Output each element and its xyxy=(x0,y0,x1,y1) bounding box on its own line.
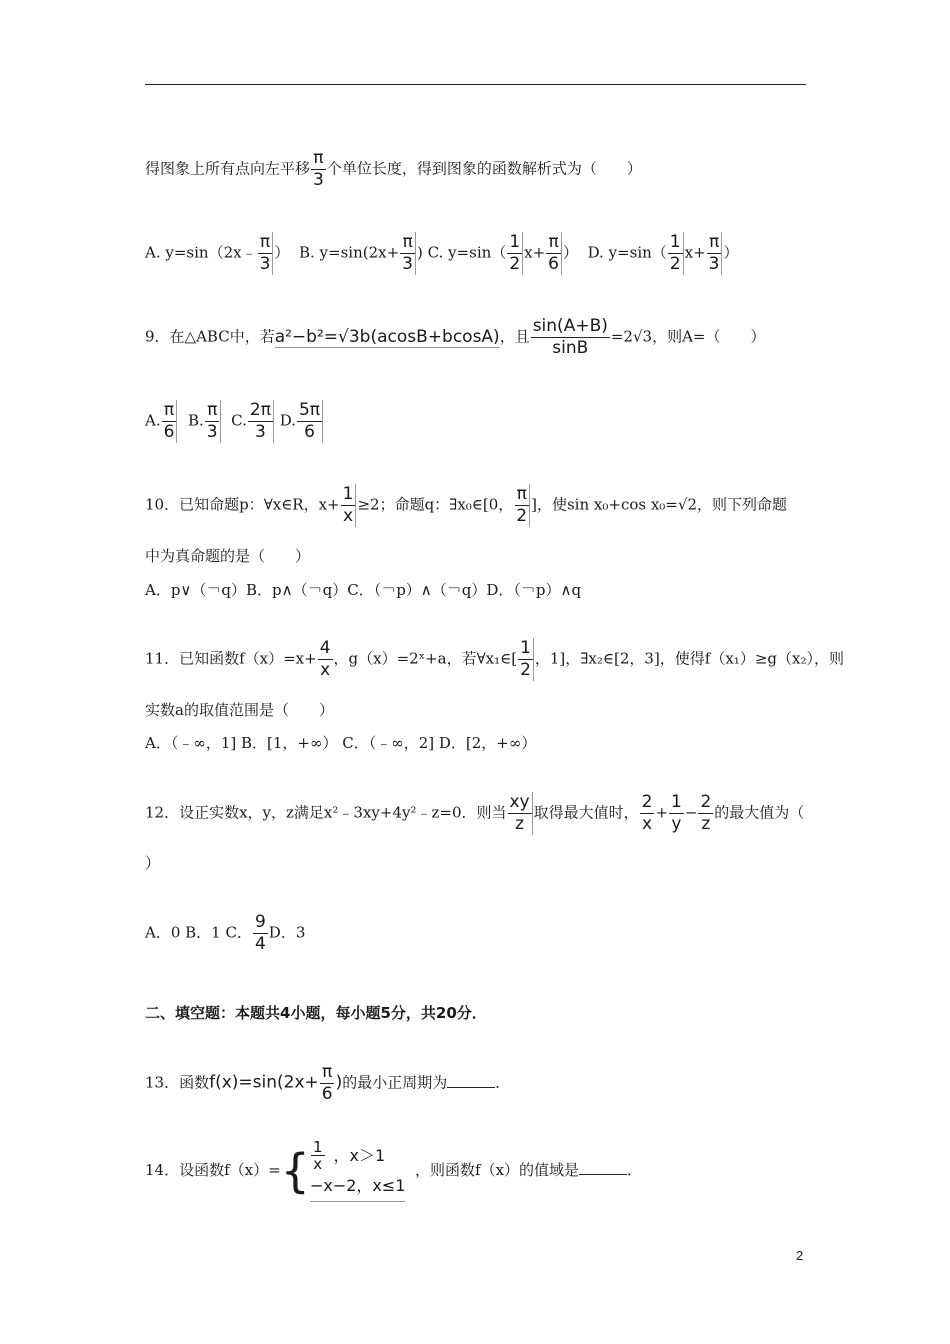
q12-stem: 12．设正实数x，y，z满足x²﹣3xy+4y²﹣z=0．则当 $\frac{xy}{z}$ 取得最大值时， $\frac{2}{x}$ + $\frac{1}{y}$ − $\frac{2}{z}$ 的最大值为（ xyxy=(145,792,805,834)
fraction: $\frac{\pi}{3}$ xyxy=(205,400,221,443)
fraction: $\frac{\pi}{6}$ xyxy=(162,400,178,443)
fraction: $\frac{\pi}{2}$ xyxy=(514,484,530,527)
q12-options: A．0 B．1 C． $\frac{9}{4}$ D．3 xyxy=(145,912,306,954)
q12-stem-line2: ） xyxy=(145,854,161,872)
fraction: $\frac{4}{x}$ xyxy=(319,638,331,680)
function-expression: f(x)=sin(2x+ xyxy=(209,1072,319,1093)
equation: a²−b²=√3b(acosB+bcosA) xyxy=(274,326,500,347)
fraction: $\frac{\pi}{3}$ xyxy=(258,232,274,275)
piecewise-function: { $\frac{1}{x}$ ，x＞1 −x−2，x≤1 xyxy=(281,1141,406,1202)
fraction: $\frac{1}{2}$ xyxy=(518,638,534,681)
fraction: $\frac{9}{4}$ xyxy=(254,912,266,954)
fraction: $\frac{1}{x}$ xyxy=(341,484,357,527)
q13-stem: 13．函数f(x)=sin(2x+ $\frac{\pi}{6}$ )的最小正周期为 ． xyxy=(145,1062,511,1104)
fraction: $\frac{1}{y}$ xyxy=(671,792,682,834)
section-heading: 二、填空题：本题共4小题，每小题5分，共20分． xyxy=(145,1004,487,1022)
answer-blank xyxy=(447,1073,495,1088)
fraction: $\frac{1}{2}$ xyxy=(507,232,523,275)
q8-options: A. y=sin（2x﹣ $\frac{\pi}{3}$ ） B. y=sin(2x+ $\frac{\pi}{3}$ ) C. y=sin（ $\frac{1}{2}$ x+ $\frac{\pi}{6}$ ） D. y=sin（ $\frac{1}{2}$ x+ $\frac{\pi}{3}$ ） xyxy=(145,232,739,274)
header-rule xyxy=(145,84,806,85)
fraction: $\frac{\pi}{6}$ xyxy=(546,232,562,275)
q9-options: A. $\frac{\pi}{6}$ B. $\frac{\pi}{3}$ C. $\frac{2\pi}{3}$ D. $\frac{5\pi}{6}$ xyxy=(145,400,324,443)
fraction: $\frac{5\pi}{6}$ xyxy=(297,400,323,443)
q10-stem: 10．已知命题p：∀x∈R，x+ $\frac{1}{x}$ ≥2；命题q：∃x₀∈[0， $\frac{\pi}{2}$ ]，使sin x₀+cos x₀=√2，则下列命题 xyxy=(145,484,787,526)
fraction: $\frac{2}{z}$ xyxy=(700,792,712,834)
q10-stem-line2: 中为真命题的是（ ） xyxy=(145,547,311,565)
fraction: $\frac{xy}{z}$ xyxy=(508,792,533,835)
q10-options: A．p∨（￢q）B．p∧（￢q）C．（￢p）∧（￢q）D．（￢p）∧q xyxy=(145,581,582,599)
fraction: $\frac{\pi}{6}$ xyxy=(321,1062,333,1104)
left-brace: { xyxy=(280,1144,310,1198)
q11-options: A．（﹣∞，1] B．[1，+∞） C．（﹣∞，2] D．[2，+∞） xyxy=(145,734,537,752)
fraction: $\frac{\sin(A+B)}{\sin B}$ xyxy=(532,316,608,358)
q8-stem: 得图象上所有点向左平移 $\frac{\pi}{3}$ 个单位长度，得到图象的函数解析式为（ ） xyxy=(145,148,642,190)
answer-blank xyxy=(579,1160,627,1175)
fraction: $\frac{2\pi}{3}$ xyxy=(248,400,274,443)
q9-stem: 9．在△ABC中，若a²−b²=√3b(acosB+bcosA)，且 $\frac{\sin(A+B)}{\sin B}$ =2√3，则A=（ ） xyxy=(145,316,766,358)
q11-stem-line2: 实数a的取值范围是（ ） xyxy=(145,701,334,719)
fraction: $\frac{\pi}{3}$ xyxy=(313,148,324,190)
page-number: 2 xyxy=(796,1248,804,1263)
fraction: $\frac{\pi}{3}$ xyxy=(707,232,723,275)
q11-stem: 11．已知函数f（x）=x+ $\frac{4}{x}$ ，g（x）=2ˣ+a，若∀x₁∈[ $\frac{1}{2}$ ，1]，∃x₂∈[2，3]，使得f（x₁）≥g（x₂），则 xyxy=(145,638,844,680)
q14-stem: 14．设函数f（x）= { $\frac{1}{x}$ ，x＞1 −x−2，x≤1 ，则函数f（x）的值域是 ． xyxy=(145,1140,642,1202)
fraction: $\frac{\pi}{3}$ xyxy=(400,232,416,275)
fraction: $\frac{2}{x}$ xyxy=(641,792,653,834)
fraction: $\frac{1}{2}$ xyxy=(668,232,684,275)
